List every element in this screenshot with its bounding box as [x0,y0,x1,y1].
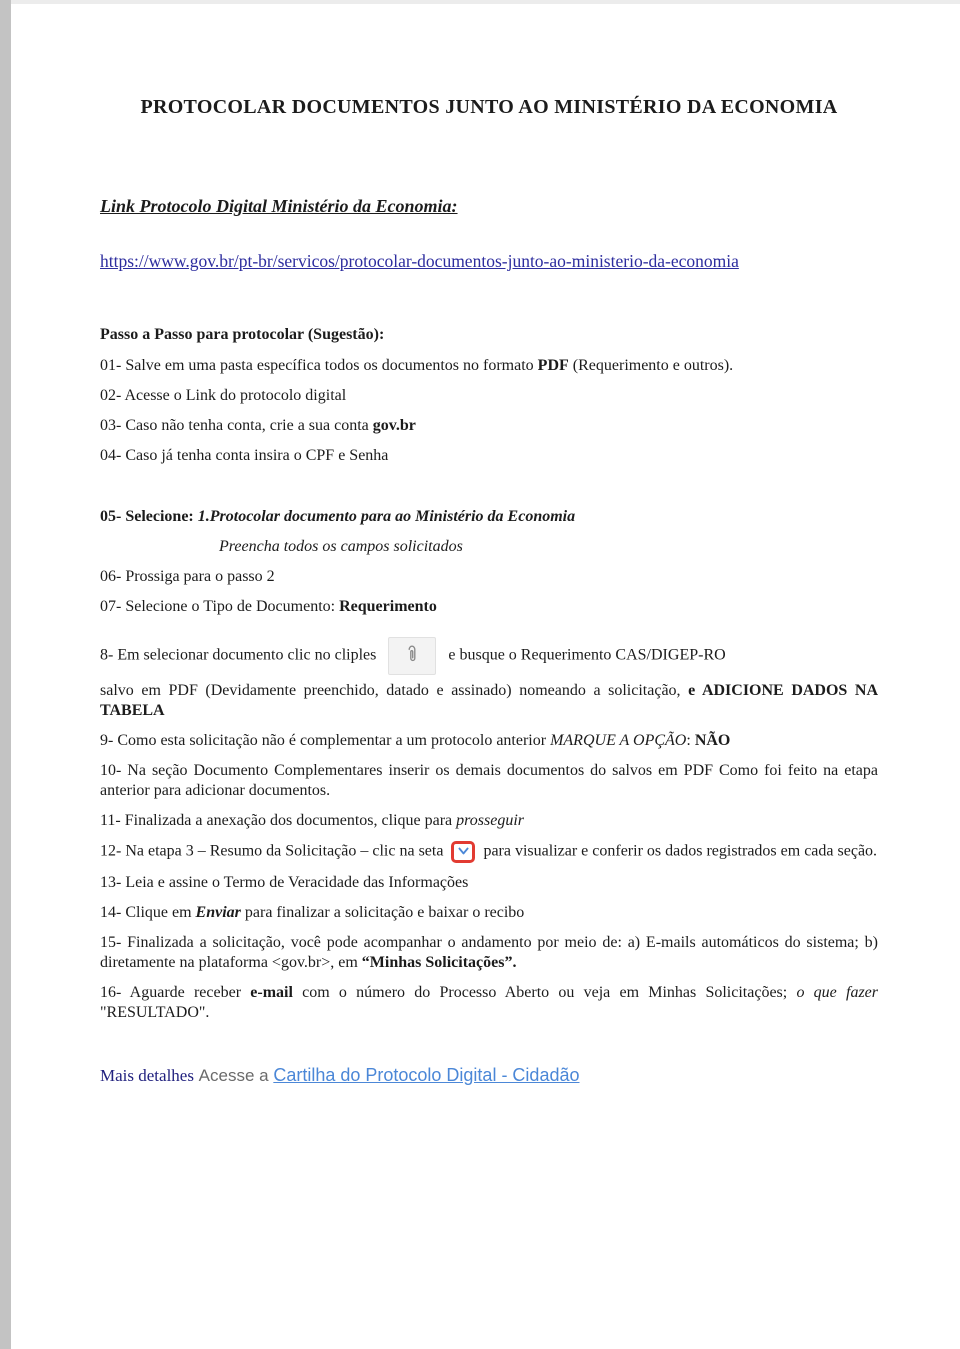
step-10: 10- Na seção Documento Complementares inserir os demais documentos do salvos em PDF Como foi feito na etapa anterior para adicionar documentos. [100,762,878,799]
url-paragraph [100,249,860,274]
paperclip-icon [388,637,436,675]
step-16: 16- Aguarde receber e-mail com o número do Processo Aberto ou veja em Minhas Solicitações; o que fazer "RESULTADO". [100,984,879,1021]
step-07: 07- Selecione o Tipo de Documento: Requerimento [100,598,437,615]
page-left-edge [0,0,11,1349]
step-08-continuation: salvo em PDF (Devidamente preenchido, datado e assinado) nomeando a solicitação, e ADICIONE DADOS NA TABELA [100,682,879,719]
document-page [100,0,878,1086]
step-02: 02- Acesse o Link do protocolo digital [100,387,347,404]
step-14: 14- Clique em Enviar para finalizar a solicitação e baixar o recibo [100,904,525,921]
step-09: 9- Como esta solicitação não é complementar a um protocolo anterior MARQUE A OPÇÃO: NÃO [100,732,731,749]
step-03: 03- Caso não tenha conta, crie a sua conta gov.br [100,417,416,434]
protocol-url-link[interactable]: https://www.gov.br/pt-br/servicos/protocolar-documentos-junto-ao-ministerio-da-economia [100,251,739,271]
step-06: 06- Prossiga para o passo 2 [100,568,275,585]
step-08: 8- Em selecionar documento clic no cliples e busque o Requerimento CAS/DIGEP-RO [100,637,878,675]
step-01: 01- Salve em uma pasta específica todos os documentos no formato PDF (Requerimento e outros). [100,357,734,374]
chevron-down-icon [451,841,475,863]
step-05: 05- Selecione: 1.Protocolar documento para ao Ministério da Economia [100,508,576,525]
footer-details [100,1065,878,1086]
step-11: 11- Finalizada a anexação dos documentos, clique para prosseguir [100,812,525,829]
step-15: 15- Finalizada a solicitação, você pode acompanhar o andamento por meio de: a) E-mails automáticos do sistema; b) diretamente na plataforma <gov.br>, em “Minhas Solicitações”. [100,934,878,971]
step-05-note: Preencha todos os campos solicitados [219,538,463,555]
page-title: PROTOCOLAR DOCUMENTOS JUNTO AO MINISTÉRIO DA ECONOMIA [140,96,838,118]
step-13: 13- Leia e assine o Termo de Veracidade das Informações [100,874,469,891]
cartilha-link[interactable]: Cartilha do Protocolo Digital - Cidadão [273,1065,580,1085]
step-12: 12- Na etapa 3 – Resumo da Solicitação – clic na seta para visualizar e conferir os dados registrados em cada seção. [100,841,878,863]
step-04: 04- Caso já tenha conta insira o CPF e Senha [100,447,389,464]
link-section-heading: Link Protocolo Digital Ministério da Economia: [100,196,458,216]
more-details-label: Mais detalhes [100,1066,194,1085]
steps-heading: Passo a Passo para protocolar (Sugestão): [100,326,385,343]
footer-access-text: Acesse a [193,1066,274,1085]
